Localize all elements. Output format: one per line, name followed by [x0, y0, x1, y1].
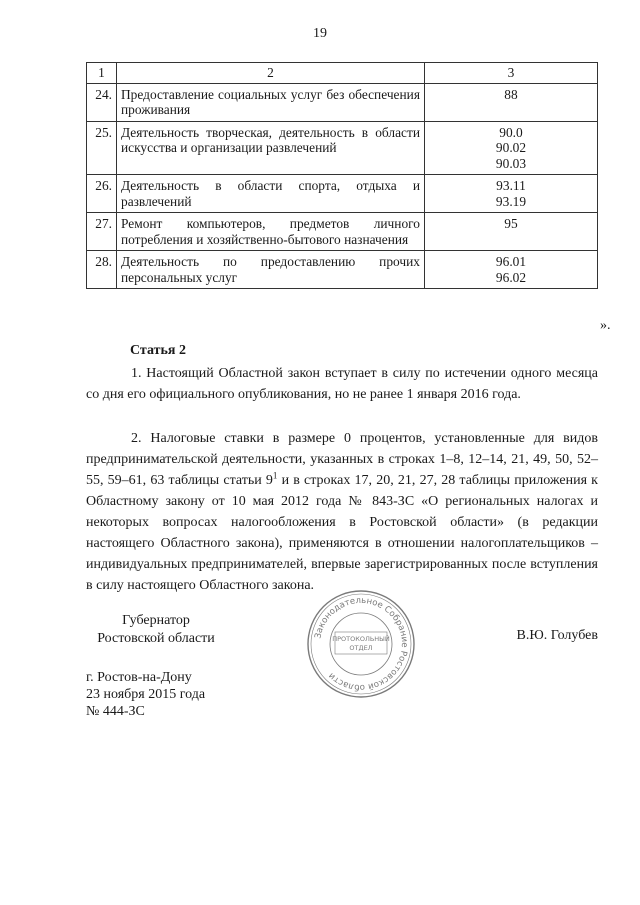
header-cell: 3	[425, 63, 598, 84]
superscript: 1	[272, 470, 278, 481]
table-row	[87, 121, 598, 175]
activity-codes	[425, 213, 598, 251]
row-number: 26.	[87, 175, 117, 213]
stamp-center-line: ОТДЕЛ	[349, 644, 373, 652]
signatory-title-line: Губернатор	[122, 613, 190, 628]
stamp-ring-text: Законодательное Собрание Ростовской области	[313, 595, 410, 693]
closing-quote: ».	[600, 318, 611, 333]
okved-code: 90.02	[495, 140, 527, 155]
activity-codes-table	[86, 62, 598, 289]
okved-code: 93.11	[496, 178, 526, 193]
header-cell: 1	[87, 63, 117, 84]
paragraph-text: и в строках 17, 20, 21, 27, 28 таблицы приложения к Областному закону от 10 мая 2012 года № 843-ЗС «О региональных налогах и некоторых вопросах налогообложения в Ростовской области» (в редакции настоящего Областного закона), применяются в отношении налогоплательщиков – индивидуальных предпринимателей, впервые зарегистрированных после вступления в силу настоящего Областного закона.	[86, 473, 598, 593]
table-row	[87, 251, 598, 289]
article-paragraph-1: 1. Настоящий Областной закон вступает в силу по истечении одного месяца со дня его официального опубликования, но не ранее 1 января 2016 года.	[86, 366, 598, 402]
okved-code: 90.0	[499, 124, 523, 140]
meta-number: № 444-ЗС	[86, 704, 145, 719]
activity-description: Деятельность в области спорта, отдыха и развлечений	[117, 175, 425, 213]
row-number: 27.	[87, 213, 117, 251]
header-cell: 2	[117, 63, 425, 84]
row-number: 24.	[87, 83, 117, 121]
signatory-title	[86, 612, 226, 648]
activity-codes	[425, 175, 598, 213]
page-number: 19	[313, 26, 327, 41]
activity-codes	[425, 251, 598, 289]
table-row	[87, 213, 598, 251]
meta-date: 23 ноября 2015 года	[86, 687, 206, 702]
activity-codes	[425, 121, 598, 175]
article-paragraph-2	[86, 428, 598, 596]
okved-code: 95	[504, 216, 518, 231]
signatory-name: В.Ю. Голубев	[516, 628, 598, 643]
okved-code: 88	[504, 86, 518, 102]
paragraph-text: 2. Налоговые ставки в размере 0 процентов, установленные для видов предпринимательской деятельности, указанных в строках 1–8, 12–14, 21, 49, 50, 52–55, 59–61, 63 таблицы статьи 9	[86, 431, 598, 488]
meta-city: г. Ростов-на-Дону	[86, 670, 192, 685]
table-row	[87, 83, 598, 121]
signatory-title-line: Ростовской области	[97, 631, 215, 646]
okved-code: 96.02	[495, 269, 527, 285]
activity-description: Предоставление социальных услуг без обеспечения проживания	[117, 83, 425, 121]
article-heading: Статья 2	[130, 343, 186, 358]
activity-codes	[425, 83, 598, 121]
okved-code: 90.03	[495, 155, 527, 171]
table-header-row	[87, 63, 598, 84]
activity-description: Деятельность по предоставлению прочих персональных услуг	[117, 251, 425, 289]
official-seal-stamp	[305, 588, 417, 700]
activity-description: Деятельность творческая, деятельность в области искусства и организации развлечений	[117, 121, 425, 175]
row-number: 28.	[87, 251, 117, 289]
okved-code: 96.01	[495, 254, 527, 269]
activity-description: Ремонт компьютеров, предметов личного потребления и хозяйственно-бытового назначения	[117, 213, 425, 251]
document-meta	[86, 669, 205, 720]
okved-code: 93.19	[495, 193, 527, 209]
row-number: 25.	[87, 121, 117, 175]
stamp-center-line: ПРОТОКОЛЬНЫЙ	[332, 635, 390, 643]
table-row	[87, 175, 598, 213]
